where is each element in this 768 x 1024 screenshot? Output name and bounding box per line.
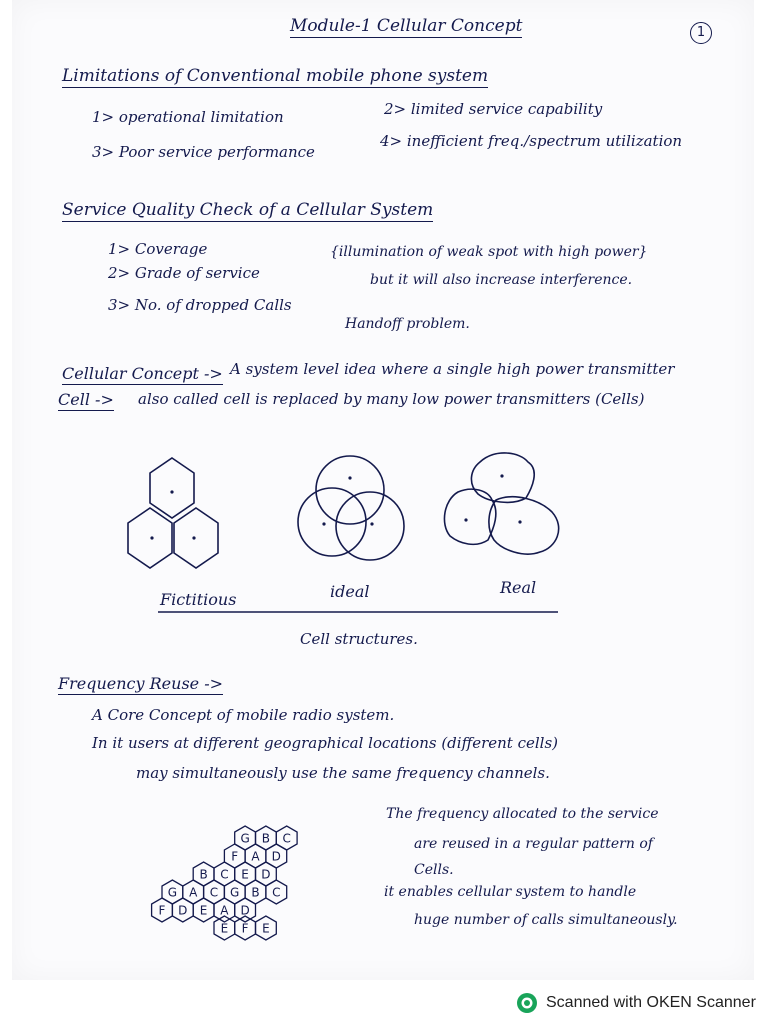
honeycomb-cell-letter: B — [199, 867, 208, 882]
quality-item: 3> No. of dropped Calls — [108, 296, 292, 314]
reuse-note: Cells. — [414, 862, 454, 878]
coverage-note-line2: but it will also increase interference. — [370, 272, 633, 288]
limitation-item: 3> Poor service performance — [92, 143, 315, 161]
honeycomb-cell-letter: C — [220, 867, 229, 882]
honeycomb-cell-letter: B — [261, 831, 271, 846]
honeycomb-cell-letter: A — [220, 903, 229, 918]
service-quality-heading: Service Quality Check of a Cellular System — [62, 200, 434, 220]
honeycomb-cell-letter: E — [241, 867, 249, 882]
cell-structures-caption: Cell structures. — [300, 630, 418, 648]
honeycomb-cell-letter: G — [240, 831, 250, 846]
honeycomb-cell-letter: A — [189, 885, 198, 900]
cell-text: also called cell is replaced by many low power transmitters (Cells) — [138, 390, 645, 408]
honeycomb-cell-letter: D — [240, 903, 250, 918]
oken-scanner-logo-icon — [516, 992, 538, 1014]
scanner-text: Scanned with OKEN Scanner — [546, 994, 756, 1011]
cellular-concept-text: A system level idea where a single high power transmitter — [230, 360, 675, 378]
reuse-note: it enables cellular system to handle — [384, 884, 637, 900]
honeycomb-cell-letter: E — [199, 903, 208, 918]
limitations-heading: Limitations of Conventional mobile phone system — [62, 66, 489, 86]
honeycomb-cell-letter: B — [251, 885, 260, 900]
real-label: Real — [500, 578, 537, 597]
quality-item: 2> Grade of service — [108, 264, 260, 282]
limitation-item: 1> operational limitation — [92, 108, 284, 126]
coverage-note-line1: {illumination of weak spot with high power} — [330, 244, 648, 260]
quality-item: 1> Coverage — [108, 240, 208, 258]
honeycomb-cell-letter: F — [241, 921, 249, 936]
honeycomb-cell-letter: C — [282, 831, 291, 846]
honeycomb-cell-letter: D — [271, 849, 281, 864]
frequency-reuse-heading: Frequency Reuse -> — [58, 674, 224, 693]
honeycomb-cell-letter: D — [178, 903, 188, 918]
handoff-note: Handoff problem. — [345, 316, 470, 332]
scanner-watermark — [516, 992, 756, 1014]
reuse-note: huge number of calls simultaneously. — [414, 912, 678, 928]
honeycomb-cell-letter: G — [230, 885, 240, 900]
reuse-line: In it users at different geographical locations (different cells) — [92, 734, 558, 752]
honeycomb-cell-letter: E — [220, 921, 229, 936]
honeycomb-cell-letter: D — [261, 867, 271, 882]
honeycomb-cell-letter: C — [209, 885, 219, 900]
limitation-item: 4> inefficient freq./spectrum utilization — [380, 132, 683, 150]
page-title: Module-1 Cellular Concept — [290, 16, 523, 36]
reuse-line: A Core Concept of mobile radio system. — [92, 706, 395, 724]
page-number: 1 — [690, 22, 712, 44]
reuse-note: are reused in a regular pattern of — [414, 836, 653, 852]
cell-label: Cell -> — [58, 390, 114, 409]
honeycomb-cell-letter: F — [158, 903, 166, 918]
cellular-concept-label: Cellular Concept -> — [62, 364, 223, 383]
ideal-label: ideal — [330, 582, 370, 601]
honeycomb-cell-letter: E — [262, 921, 270, 936]
honeycomb-cell-letter: C — [272, 885, 281, 900]
honeycomb-cell-letter: A — [251, 849, 260, 864]
honeycomb-cell-letter: F — [231, 849, 239, 864]
fictitious-label: Fictitious — [160, 590, 237, 609]
reuse-note: The frequency allocated to the service — [386, 806, 659, 822]
limitation-item: 2> limited service capability — [384, 100, 603, 118]
honeycomb-cell-letter: G — [167, 885, 178, 900]
reuse-line: may simultaneously use the same frequency channels. — [136, 764, 550, 782]
